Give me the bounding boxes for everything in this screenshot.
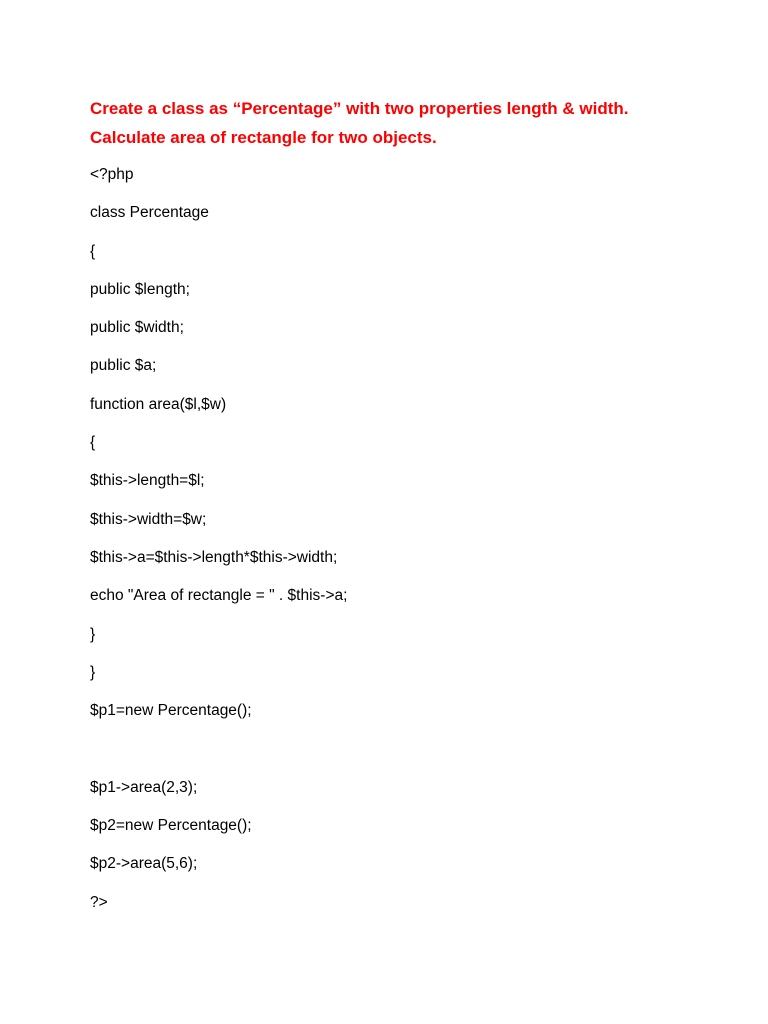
code-line: function area($l,$w) (90, 395, 227, 413)
code-line: } (90, 663, 96, 681)
code-line: ?> (90, 893, 108, 911)
code-line: $p2->area(5,6); (90, 855, 198, 873)
code-line-blank (90, 739, 730, 777)
php-code-block (90, 165, 730, 931)
code-line: $this->width=$w; (90, 510, 207, 528)
code-line: $this->a=$this->length*$this->width; (90, 548, 338, 566)
heading-line-2: Calculate area of rectangle for two objects. (90, 128, 437, 147)
code-line: $p2=new Percentage(); (90, 817, 252, 835)
code-line: echo "Area of rectangle = " . $this->a; (90, 587, 348, 605)
heading-line-1: Create a class as “Percentage” with two properties length & width. (90, 99, 629, 118)
question-heading (90, 94, 730, 152)
code-line: public $length; (90, 280, 190, 298)
code-line: class Percentage (90, 204, 209, 222)
code-line: <?php (90, 166, 134, 183)
code-line: $p1->area(2,3); (90, 778, 198, 796)
code-line: { (90, 434, 96, 452)
code-line: public $a; (90, 357, 157, 375)
code-line: { (90, 242, 96, 260)
code-line: } (90, 625, 96, 643)
code-line: $this->length=$l; (90, 472, 205, 490)
code-line: public $width; (90, 319, 184, 337)
code-line: $p1=new Percentage(); (90, 702, 252, 720)
